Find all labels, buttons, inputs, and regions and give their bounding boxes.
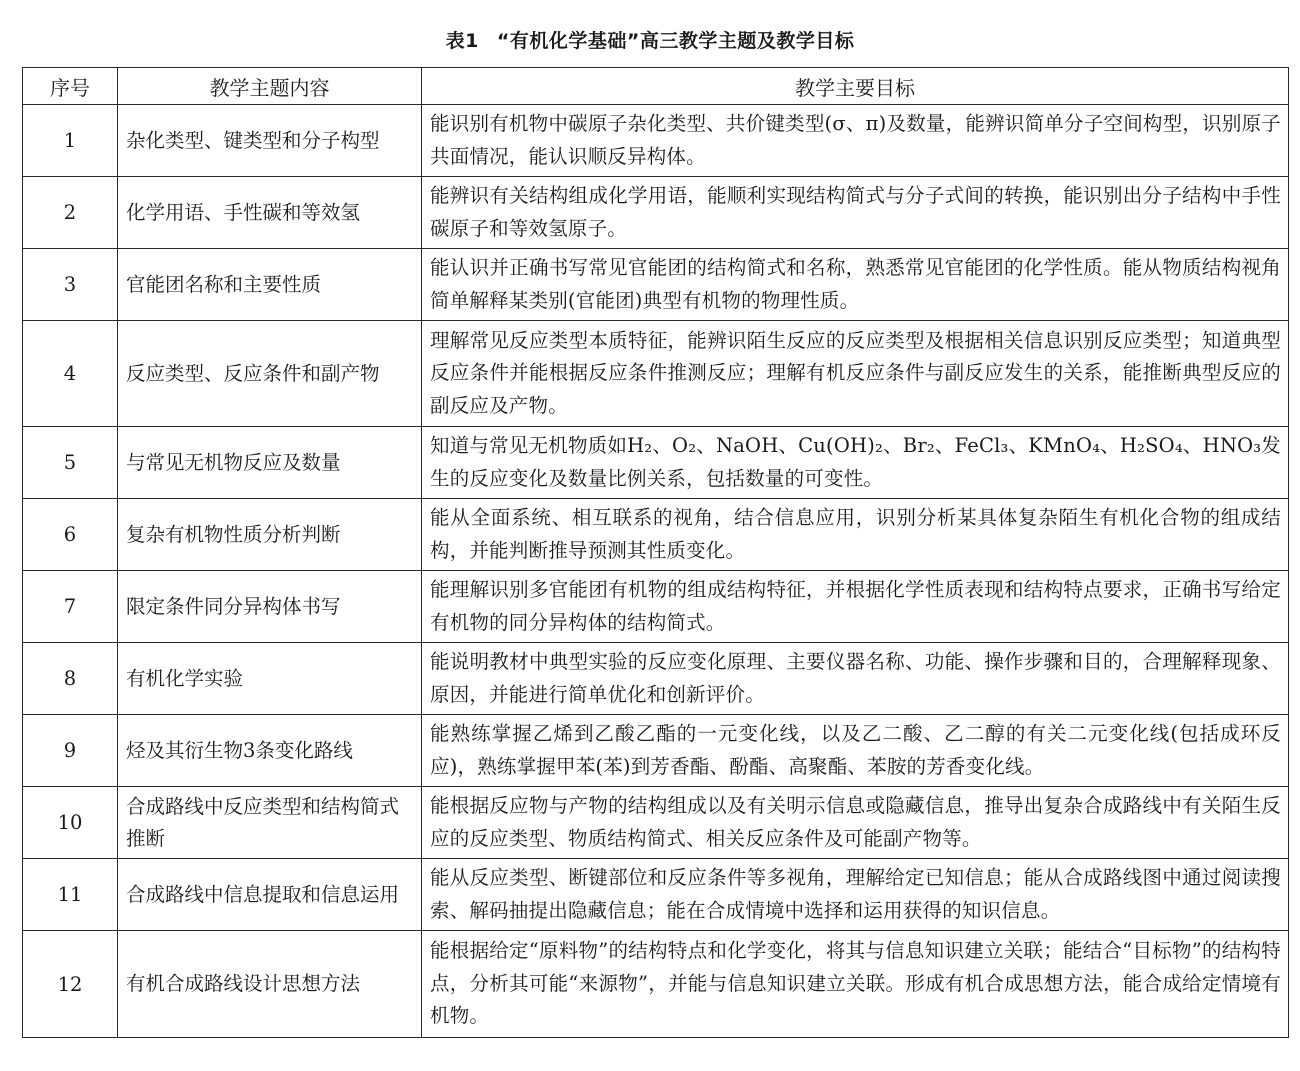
row-goal: 理解常见反应类型本质特征，能辨识陌生反应的反应类型及根据相关信息识别反应类型；知道典型反应条件并能根据反应条件推测反应；理解有机反应条件与副反应发生的关系，能推断典型反应的副反应及产物。	[422, 321, 1289, 427]
row-goal: 知道与常见无机物质如H₂、O₂、NaOH、Cu(OH)₂、Br₂、FeCl₃、KMnO₄、H₂SO₄、HNO₃发生的反应变化及数量比例关系，包括数量的可变性。	[422, 427, 1289, 499]
row-topic: 复杂有机物性质分析判断	[118, 499, 422, 571]
table-header	[23, 68, 1289, 105]
row-index: 12	[23, 931, 118, 1038]
row-goal: 能认识并正确书写常见官能团的结构简式和名称，熟悉常见官能团的化学性质。能从物质结构视角简单解释某类别(官能团)典型有机物的物理性质。	[422, 249, 1289, 321]
row-topic: 官能团名称和主要性质	[118, 249, 422, 321]
row-goal: 能从反应类型、断键部位和反应条件等多视角，理解给定已知信息；能从合成路线图中通过阅读搜索、解码抽提出隐藏信息；能在合成情境中选择和运用获得的知识信息。	[422, 859, 1289, 931]
row-goal: 能识别有机物中碳原子杂化类型、共价键类型(σ、π)及数量，能辨识简单分子空间构型，识别原子共面情况，能认识顺反异构体。	[422, 105, 1289, 177]
table-row	[23, 321, 1289, 427]
row-topic: 杂化类型、键类型和分子构型	[118, 105, 422, 177]
header-row	[23, 68, 1289, 105]
row-topic: 反应类型、反应条件和副产物	[118, 321, 422, 427]
table-row	[23, 249, 1289, 321]
table-title: “有机化学基础”高三教学主题及教学目标	[496, 30, 855, 52]
row-topic: 化学用语、手性碳和等效氢	[118, 177, 422, 249]
table-row	[23, 859, 1289, 931]
row-index: 2	[23, 177, 118, 249]
row-goal: 能理解识别多官能团有机物的组成结构特征，并根据化学性质表现和结构特点要求，正确书写给定有机物的同分异构体的结构简式。	[422, 571, 1289, 643]
row-topic: 有机合成路线设计思想方法	[118, 931, 422, 1038]
header-topic: 教学主题内容	[118, 68, 422, 105]
table-row	[23, 427, 1289, 499]
row-topic: 合成路线中信息提取和信息运用	[118, 859, 422, 931]
row-goal: 能根据给定“原料物”的结构特点和化学变化，将其与信息知识建立关联；能结合“目标物”的结构特点，分析其可能“来源物”，并能与信息知识建立关联。形成有机合成思想方法，能合成给定情境有机物。	[422, 931, 1289, 1038]
row-goal: 能说明教材中典型实验的反应变化原理、主要仪器名称、功能、操作步骤和目的，合理解释现象、原因，并能进行简单优化和创新评价。	[422, 643, 1289, 715]
table-body	[23, 105, 1289, 1038]
row-goal: 能辨识有关结构组成化学用语，能顺利实现结构简式与分子式间的转换，能识别出分子结构中手性碳原子和等效氢原子。	[422, 177, 1289, 249]
table-row	[23, 931, 1289, 1038]
table-row	[23, 177, 1289, 249]
table-row	[23, 571, 1289, 643]
row-topic: 合成路线中反应类型和结构简式推断	[118, 787, 422, 859]
table-row	[23, 499, 1289, 571]
row-goal: 能从全面系统、相互联系的视角，结合信息应用，识别分析某具体复杂陌生有机化合物的组成结构，并能判断推导预测其性质变化。	[422, 499, 1289, 571]
row-index: 10	[23, 787, 118, 859]
row-topic: 限定条件同分异构体书写	[118, 571, 422, 643]
row-index: 5	[23, 427, 118, 499]
row-goal: 能根据反应物与产物的结构组成以及有关明示信息或隐藏信息，推导出复杂合成路线中有关陌生反应的反应类型、物质结构简式、相关反应条件及可能副产物等。	[422, 787, 1289, 859]
row-index: 3	[23, 249, 118, 321]
header-index: 序号	[23, 68, 118, 105]
table-row	[23, 105, 1289, 177]
row-index: 7	[23, 571, 118, 643]
table-row	[23, 787, 1289, 859]
table-row	[23, 643, 1289, 715]
row-index: 8	[23, 643, 118, 715]
objectives-table	[22, 67, 1289, 1038]
table-row	[23, 715, 1289, 787]
row-index: 9	[23, 715, 118, 787]
row-index: 6	[23, 499, 118, 571]
row-index: 11	[23, 859, 118, 931]
row-index: 1	[23, 105, 118, 177]
table-caption	[0, 26, 1300, 53]
row-goal: 能熟练掌握乙烯到乙酸乙酯的一元变化线，以及乙二酸、乙二醇的有关二元变化线(包括成环反应)，熟练掌握甲苯(苯)到芳香酯、酚酯、高聚酯、苯胺的芳香变化线。	[422, 715, 1289, 787]
header-goal: 教学主要目标	[422, 68, 1289, 105]
row-index: 4	[23, 321, 118, 427]
table-number: 表1	[445, 30, 479, 52]
row-topic: 有机化学实验	[118, 643, 422, 715]
row-topic: 与常见无机物反应及数量	[118, 427, 422, 499]
row-topic: 烃及其衍生物3条变化路线	[118, 715, 422, 787]
